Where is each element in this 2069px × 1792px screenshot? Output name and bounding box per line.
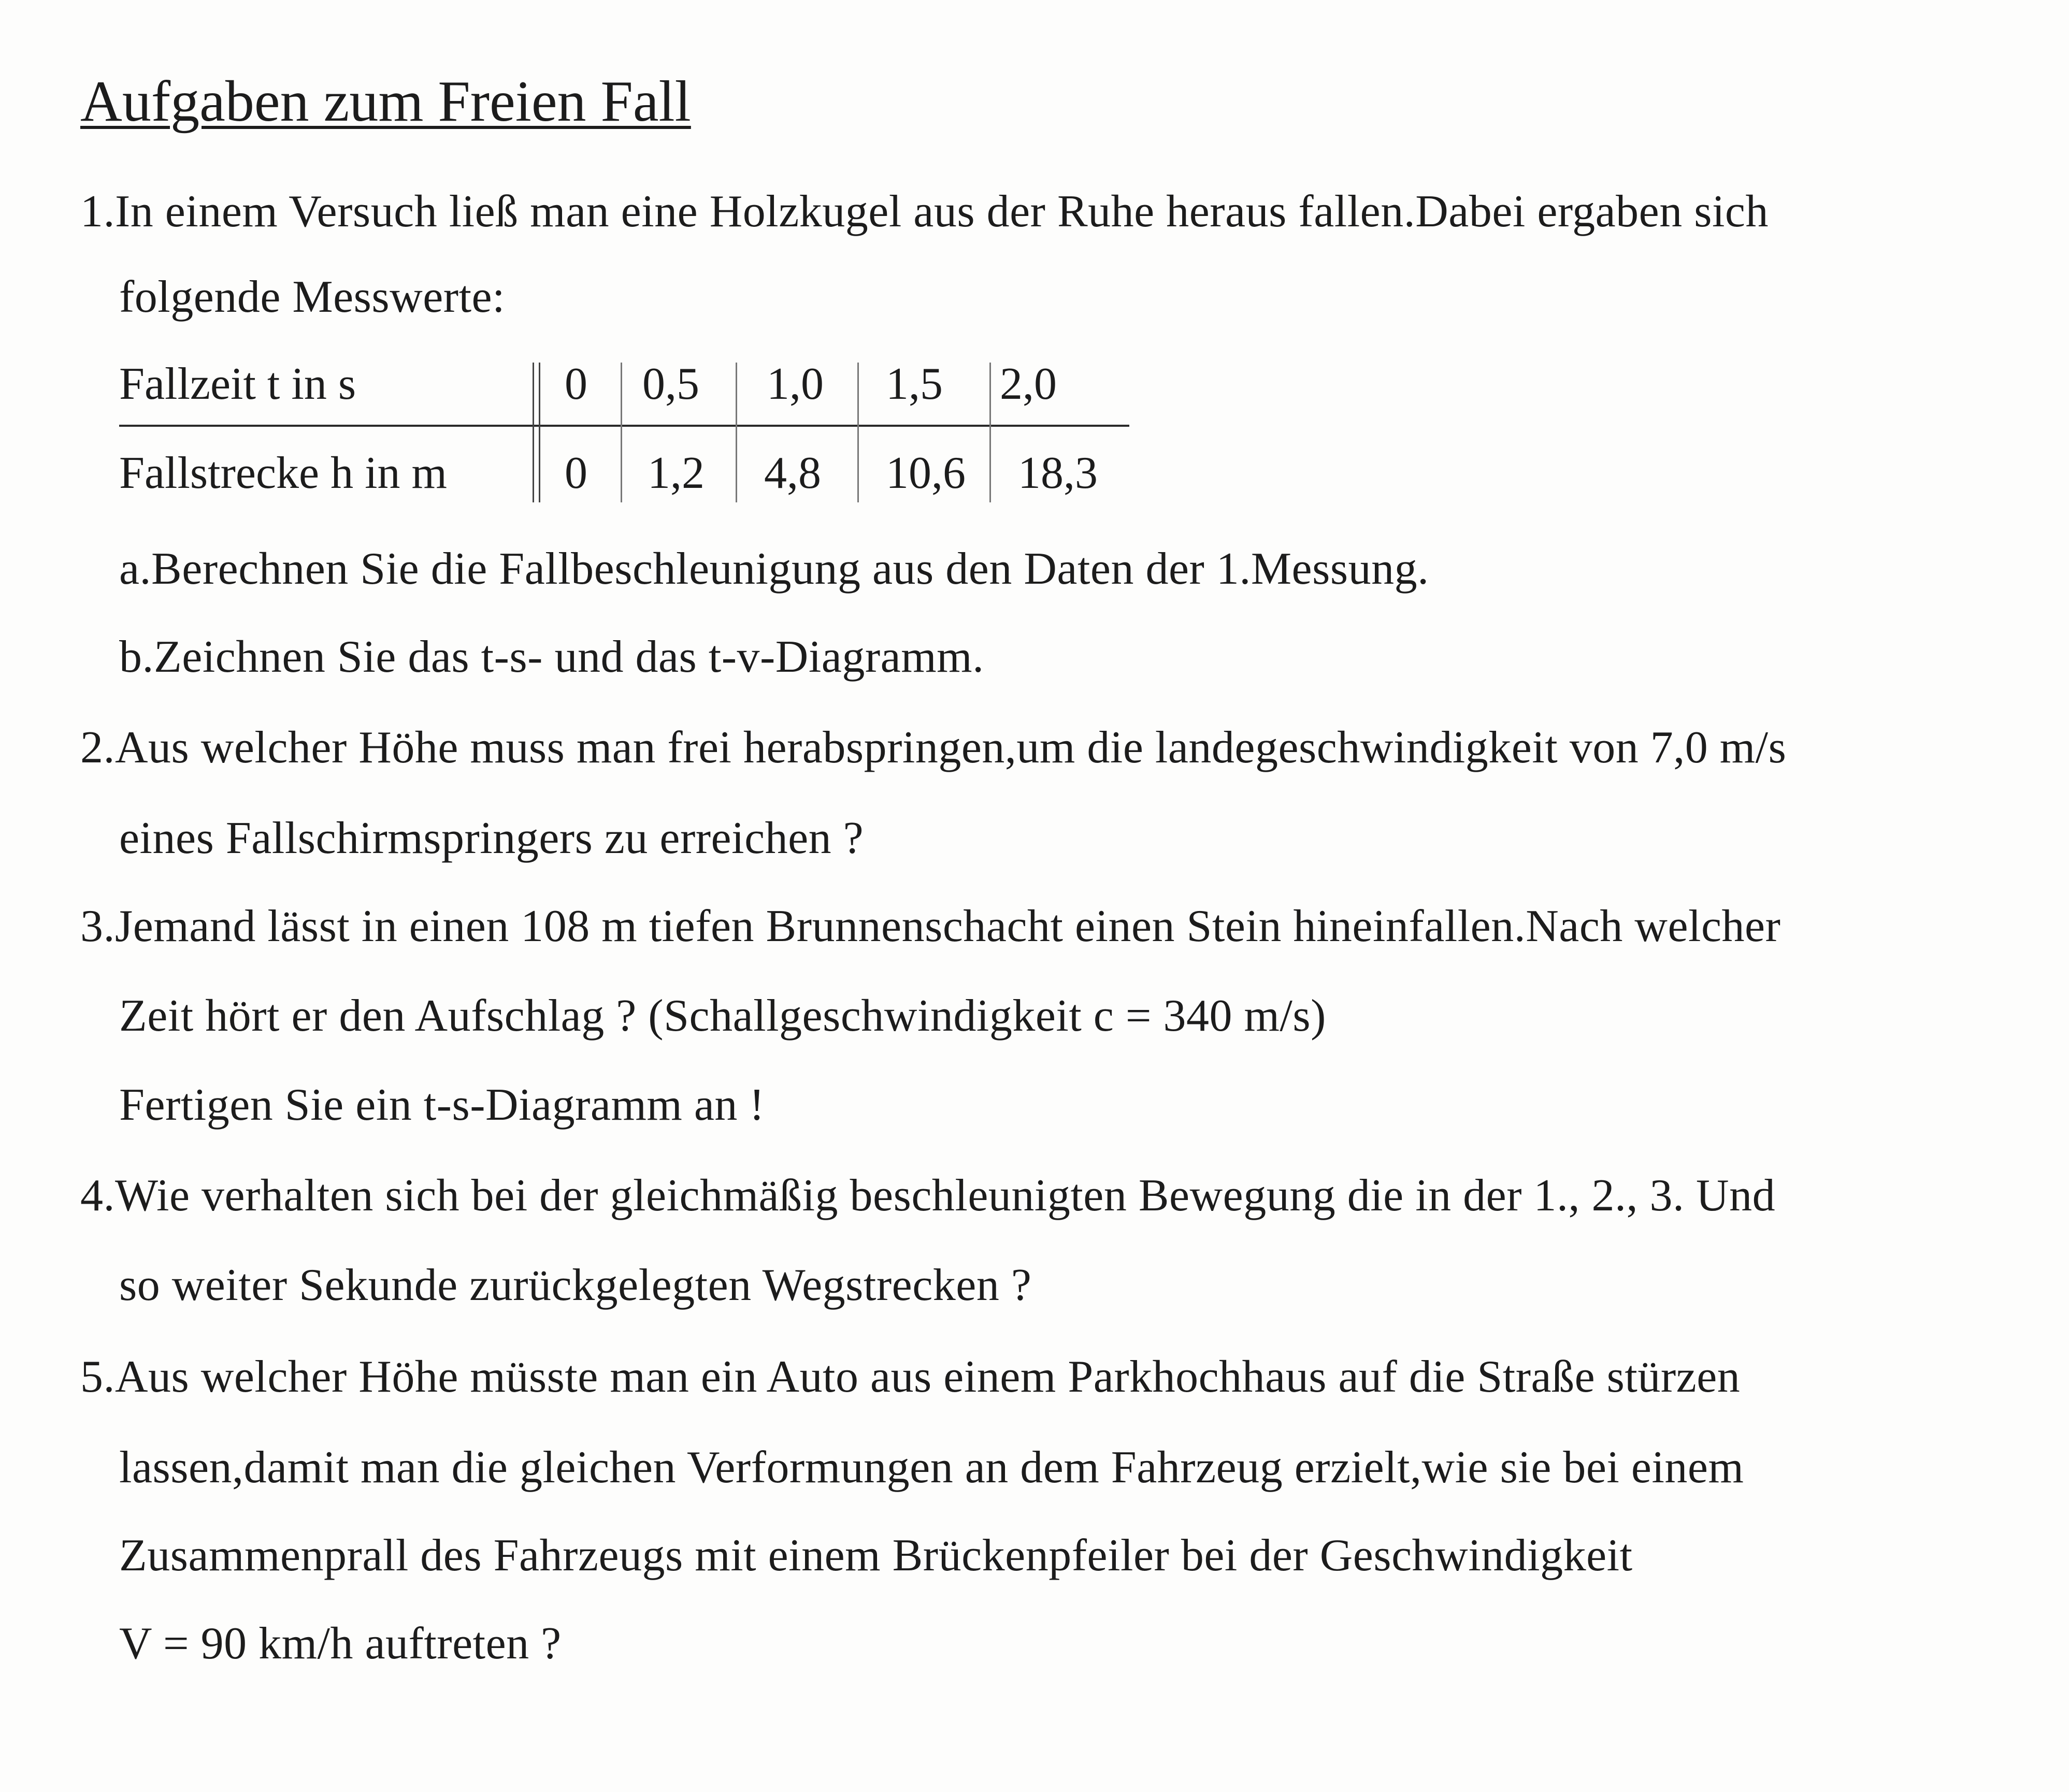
task-4-line-2: so weiter Sekunde zurückgelegten Wegstrecken ? bbox=[119, 1260, 1032, 1310]
task-5-line-3: Zusammenprall des Fahrzeugs mit einem Brückenpfeiler bei der Geschwindigkeit bbox=[119, 1530, 1633, 1581]
table-cell: 0 bbox=[565, 448, 587, 498]
table-column-line bbox=[533, 363, 534, 502]
table-divider bbox=[119, 425, 1129, 427]
table-cell: 0,5 bbox=[642, 359, 699, 409]
task-4-line-1 bbox=[80, 1170, 1776, 1221]
table-cell: 2,0 bbox=[1000, 359, 1057, 409]
task-1-number: 1. bbox=[80, 186, 115, 237]
table-column-line bbox=[736, 363, 737, 502]
task-1-line-2: folgende Messwerte: bbox=[119, 272, 506, 322]
table-cell: 18,3 bbox=[1018, 448, 1098, 498]
task-5-number: 5. bbox=[80, 1352, 115, 1402]
table-row-2-label: Fallstrecke h in m bbox=[119, 448, 447, 498]
table-cell: 4,8 bbox=[764, 448, 821, 498]
table-cell: 1,0 bbox=[767, 359, 824, 409]
task-4-number: 4. bbox=[80, 1170, 115, 1221]
task-2-line-1 bbox=[80, 722, 1787, 773]
task-1-text-1: In einem Versuch ließ man eine Holzkugel aus der Ruhe heraus fallen.Dabei ergaben sich bbox=[115, 186, 1769, 237]
task-2-text-1: Aus welcher Höhe muss man frei herabspringen,um die landegeschwindigkeit von 7,0 m/s bbox=[115, 722, 1787, 773]
task-2-number: 2. bbox=[80, 722, 115, 773]
table-column-line bbox=[539, 363, 540, 502]
task-2-line-2: eines Fallschirmspringers zu erreichen ? bbox=[119, 813, 864, 863]
task-3-line-2: Zeit hört er den Aufschlag ? (Schallgeschwindigkeit c = 340 m/s) bbox=[119, 991, 1326, 1041]
table-cell: 10,6 bbox=[886, 448, 966, 498]
task-4-text-1: Wie verhalten sich bei der gleichmäßig beschleunigten Bewegung die in der 1., 2., 3. Und bbox=[115, 1170, 1776, 1221]
table-column-line bbox=[621, 363, 622, 502]
task-5-text-1: Aus welcher Höhe müsste man ein Auto aus einem Parkhochhaus auf die Straße stürzen bbox=[115, 1352, 1741, 1402]
task-1-part-b: b.Zeichnen Sie das t-s- und das t-v-Diagramm. bbox=[119, 632, 984, 682]
page-title: Aufgaben zum Freien Fall bbox=[80, 69, 691, 134]
table-cell: 1,5 bbox=[886, 359, 943, 409]
task-3-line-3: Fertigen Sie ein t-s-Diagramm an ! bbox=[119, 1080, 765, 1130]
task-5-line-1 bbox=[80, 1354, 1740, 1400]
task-3-line-1 bbox=[80, 901, 1781, 951]
task-5-line-2: lassen,damit man die gleichen Verformungen an dem Fahrzeug erzielt,wie sie bei einem bbox=[119, 1442, 1744, 1493]
task-3-number: 3. bbox=[80, 901, 115, 951]
table-column-line bbox=[857, 363, 859, 502]
table-column-line bbox=[989, 363, 991, 502]
task-1-part-a: a.Berechnen Sie die Fallbeschleunigung aus den Daten der 1.Messung. bbox=[119, 544, 1429, 594]
table-row-1-label: Fallzeit t in s bbox=[119, 359, 356, 409]
table-cell: 1,2 bbox=[648, 448, 705, 498]
task-5-line-4: V = 90 km/h auftreten ? bbox=[119, 1618, 562, 1669]
table-cell: 0 bbox=[565, 359, 587, 409]
task-1-line-1 bbox=[80, 186, 1769, 237]
task-3-text-1: Jemand lässt in einen 108 m tiefen Brunnenschacht einen Stein hineinfallen.Nach welcher bbox=[115, 901, 1781, 951]
measurement-table bbox=[119, 357, 1129, 513]
